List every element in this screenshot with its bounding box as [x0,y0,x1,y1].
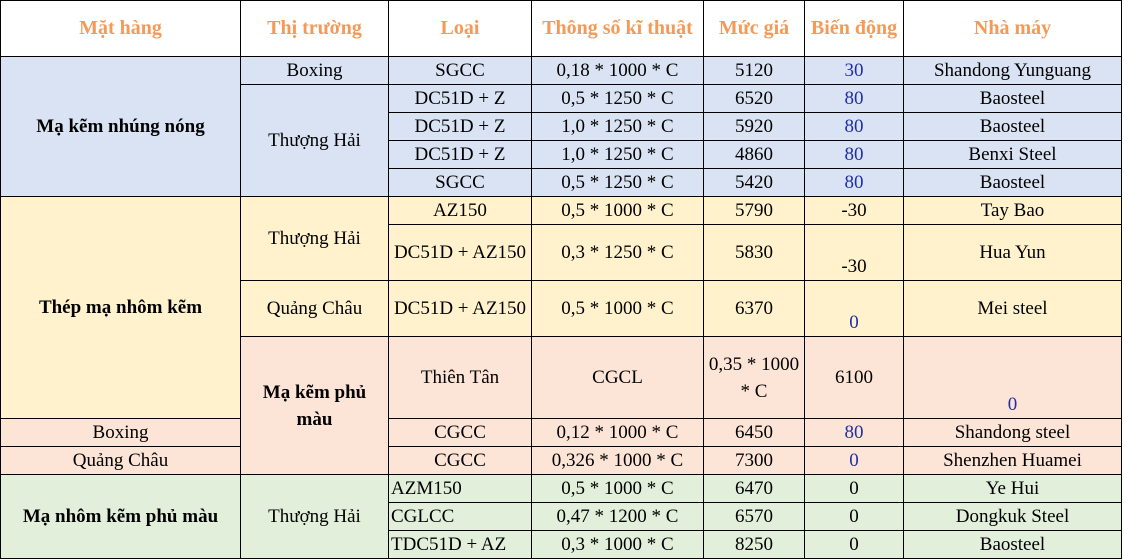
type-cell: DC51D + AZ150 [389,225,532,281]
factory-cell: Shandong Yunguang [904,57,1122,85]
factory-cell: Tay Bao [904,197,1122,225]
header-bien-dong: Biến động [805,1,904,57]
price-cell: 6570 [704,503,805,531]
market-cell: Thượng Hải [241,85,389,197]
spec-cell: 0,5 * 1000 * C [532,281,704,337]
factory-cell: Dongkuk Steel [904,503,1122,531]
market-cell: Thiên Tân [389,337,532,419]
spec-cell: 0,3 * 1000 * C [532,531,704,559]
table-row [1,447,1122,475]
factory-cell: Baosteel [904,113,1122,141]
type-cell: CGCC [389,419,532,447]
table-row [1,475,1122,503]
spec-cell: 0,5 * 1250 * C [532,85,704,113]
change-cell: 80 [805,113,904,141]
table-row [1,419,1122,447]
factory-cell: Shandong steel [904,419,1122,447]
type-cell: CGLCC [389,503,532,531]
price-cell: 6370 [704,281,805,337]
price-cell: 5920 [704,113,805,141]
header-thong-so: Thông số kĩ thuật [532,1,704,57]
factory-cell: Mei steel [904,281,1122,337]
change-cell: 0 [805,475,904,503]
factory-cell: Shenzhen Huamei [904,447,1122,475]
price-cell: 5420 [704,169,805,197]
factory-cell: Baosteel [904,169,1122,197]
spec-cell: 0,3 * 1250 * C [532,225,704,281]
header-loai: Loại [389,1,532,57]
spec-cell: 0,12 * 1000 * C [532,419,704,447]
header-muc-gia: Mức giá [704,1,805,57]
category-cell: Mạ nhôm kẽm phủ màu [1,475,241,559]
price-cell: 7300 [704,447,805,475]
table-row [1,57,1122,85]
type-cell: DC51D + Z [389,113,532,141]
market-cell: Boxing [241,57,389,85]
type-cell: SGCC [389,169,532,197]
factory-cell: Hua Yun [904,225,1122,281]
type-cell: DC51D + AZ150 [389,281,532,337]
spec-cell: 0,5 * 1000 * C [532,197,704,225]
change-cell: 80 [805,169,904,197]
market-cell: Boxing [1,419,241,447]
spec-cell: 0,47 * 1200 * C [532,503,704,531]
price-cell: 8250 [704,531,805,559]
price-cell: 5830 [704,225,805,281]
factory-cell: Baosteel [904,531,1122,559]
change-cell: 0 [805,281,904,337]
type-cell: DC51D + Z [389,85,532,113]
header-nha-may: Nhà máy [904,1,1122,57]
type-cell: TDC51D + AZ [389,531,532,559]
price-cell: 6520 [704,85,805,113]
header-mat-hang: Mặt hàng [1,1,241,57]
factory-cell: Baosteel [904,85,1122,113]
type-cell: CGCC [389,447,532,475]
price-cell: 5120 [704,57,805,85]
change-cell: 0 [805,503,904,531]
change-cell: 80 [805,85,904,113]
type-cell: CGCL [532,337,704,419]
factory-cell: Ye Hui [904,475,1122,503]
category-cell: Thép mạ nhôm kẽm [1,197,241,419]
category-cell: Mạ kẽm nhúng nóng [1,57,241,197]
price-cell: 6450 [704,419,805,447]
type-cell: DC51D + Z [389,141,532,169]
price-cell: 6100 [805,337,904,419]
header-row [1,1,1122,57]
change-cell: 0 [805,531,904,559]
spec-cell: 0,326 * 1000 * C [532,447,704,475]
market-cell: Thượng Hải [241,475,389,559]
table-row [1,197,1122,225]
price-cell: 4860 [704,141,805,169]
change-cell: 80 [805,141,904,169]
price-cell: 6470 [704,475,805,503]
change-cell: 0 [904,337,1122,419]
market-cell: Quảng Châu [241,281,389,337]
price-cell: 5790 [704,197,805,225]
spec-cell: 0,18 * 1000 * C [532,57,704,85]
change-cell: -30 [805,225,904,281]
spec-cell: 0,5 * 1250 * C [532,169,704,197]
factory-cell: Benxi Steel [904,141,1122,169]
change-cell: 30 [805,57,904,85]
spec-cell: 1,0 * 1250 * C [532,113,704,141]
change-cell: -30 [805,197,904,225]
spec-cell: 1,0 * 1250 * C [532,141,704,169]
type-cell: AZM150 [389,475,532,503]
spec-cell: 0,5 * 1000 * C [532,475,704,503]
category-cell: Mạ kẽm phủ màu [241,337,389,475]
spec-cell: 0,35 * 1000 * C [704,337,805,419]
market-cell: Quảng Châu [1,447,241,475]
type-cell: SGCC [389,57,532,85]
type-cell: AZ150 [389,197,532,225]
change-cell: 80 [805,419,904,447]
change-cell: 0 [805,447,904,475]
market-cell: Thượng Hải [241,197,389,281]
header-thi-truong: Thị trường [241,1,389,57]
